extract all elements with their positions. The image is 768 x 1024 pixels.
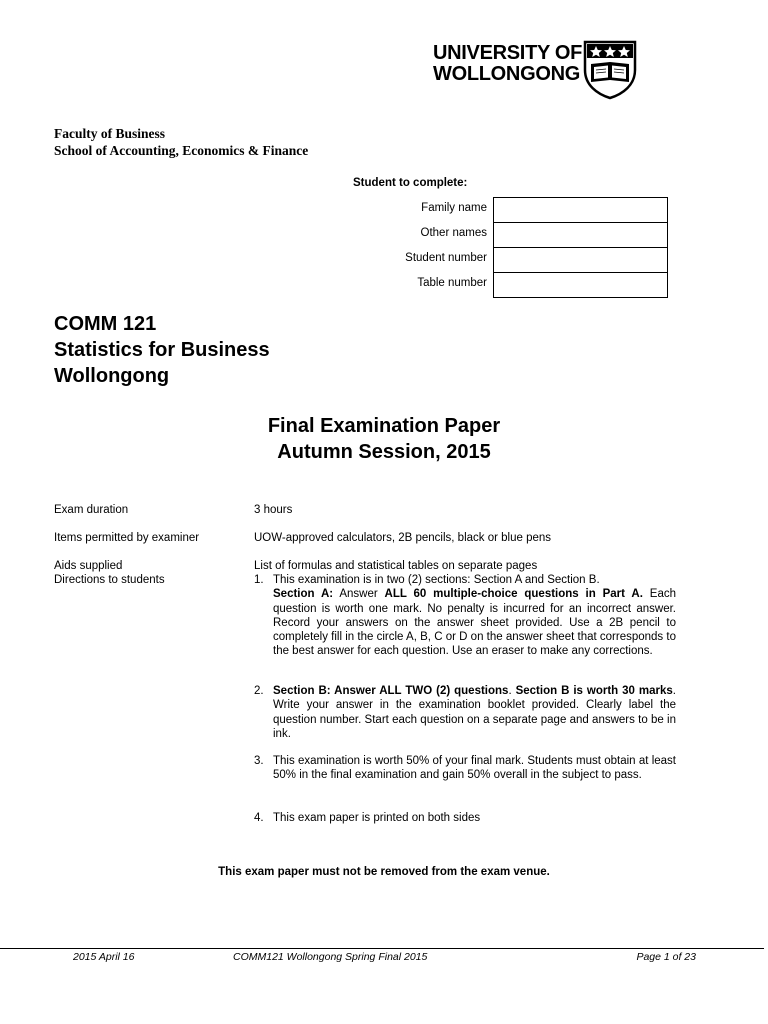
section-b-marks: Section B is worth 30 marks: [515, 685, 673, 697]
direction-text: This examination is worth 50% of your final mark. Students must obtain at least 50% in the final examination and gain 50% overall in the subject to pass.: [273, 755, 676, 782]
direction-item-1: [254, 573, 676, 659]
direction-item-2: [254, 684, 676, 741]
other-names-label: Other names: [420, 227, 487, 239]
section-a-text: Answer: [333, 588, 385, 601]
other-names-field[interactable]: [493, 222, 668, 248]
course-name: Statistics for Business: [54, 339, 270, 361]
university-logo-text: [433, 43, 582, 85]
exam-title: Final Examination Paper: [267, 415, 501, 437]
footer-document: COMM121 Wollongong Spring Final 2015: [233, 951, 428, 963]
student-number-label: Student number: [405, 252, 487, 264]
direction-text: [273, 684, 676, 741]
exam-session: Autumn Session, 2015: [277, 441, 491, 463]
school-name: School of Accounting, Economics & Finance: [54, 143, 309, 158]
section-a-instruction: ALL 60 multiple-choice questions in Part A.: [384, 588, 643, 601]
exam-venue-notice: This exam paper must not be removed from the exam venue.: [218, 866, 550, 878]
section-b-label: Section B: Answer ALL TWO (2) questions: [273, 685, 509, 697]
direction-text: [273, 573, 676, 659]
duration-label: Exam duration: [54, 504, 129, 516]
direction-number: 2.: [254, 685, 264, 697]
direction-item-3: [254, 754, 676, 783]
course-campus: Wollongong: [54, 365, 170, 387]
aids-supplied-value: List of formulas and statistical tables on separate pages: [254, 560, 538, 572]
student-form-heading: Student to complete:: [353, 177, 468, 189]
footer-date: 2015 April 16: [73, 951, 135, 963]
duration-value: 3 hours: [254, 504, 293, 516]
table-number-label: Table number: [417, 277, 487, 289]
direction-number: 1.: [254, 574, 264, 586]
direction-text: This exam paper is printed on both sides: [273, 812, 481, 824]
family-name-label: Family name: [421, 202, 487, 214]
table-number-field[interactable]: [493, 272, 668, 298]
section-a-details: Each question is worth one mark. No penalty is incurred for an incorrect answer. Record your answers on the answer sheet provided. Use a 2B pencil to completely fill in the circle A, B, C or D on the answer sheet that corresponds to the best answer for each question. Use an eraser to make any corrections.: [273, 588, 676, 658]
footer-divider: [0, 948, 764, 949]
logo-line-1: UNIVERSITY OF: [433, 42, 583, 64]
direction-item-4: [254, 811, 676, 825]
course-code: COMM 121: [54, 313, 157, 335]
section-b-sep: .: [508, 685, 516, 697]
direction-number: 3.: [254, 755, 264, 767]
items-permitted-label: Items permitted by examiner: [54, 532, 200, 544]
faculty-name: Faculty of Business: [54, 126, 166, 141]
section-b-details: . Write your answer in the examination booklet provided. Clearly label the question number. Start each question on a separate page and answers to be in ink.: [273, 685, 676, 740]
directions-label: Directions to students: [54, 574, 165, 586]
aids-supplied-label: Aids supplied: [54, 560, 123, 572]
course-block: [54, 311, 270, 389]
direction-number: 4.: [254, 812, 264, 824]
faculty-block: [54, 125, 308, 159]
section-a-label: Section A:: [273, 588, 334, 601]
family-name-field[interactable]: [493, 197, 668, 223]
student-number-field[interactable]: [493, 247, 668, 273]
university-crest-icon: [583, 40, 637, 100]
items-permitted-value: UOW-approved calculators, 2B pencils, black or blue pens: [254, 532, 552, 544]
footer-page-number: Page 1 of 23: [636, 951, 696, 963]
direction-1-intro: This examination is in two (2) sections: Section A and Section B.: [273, 574, 600, 586]
logo-line-2: WOLLONGONG: [433, 63, 580, 85]
